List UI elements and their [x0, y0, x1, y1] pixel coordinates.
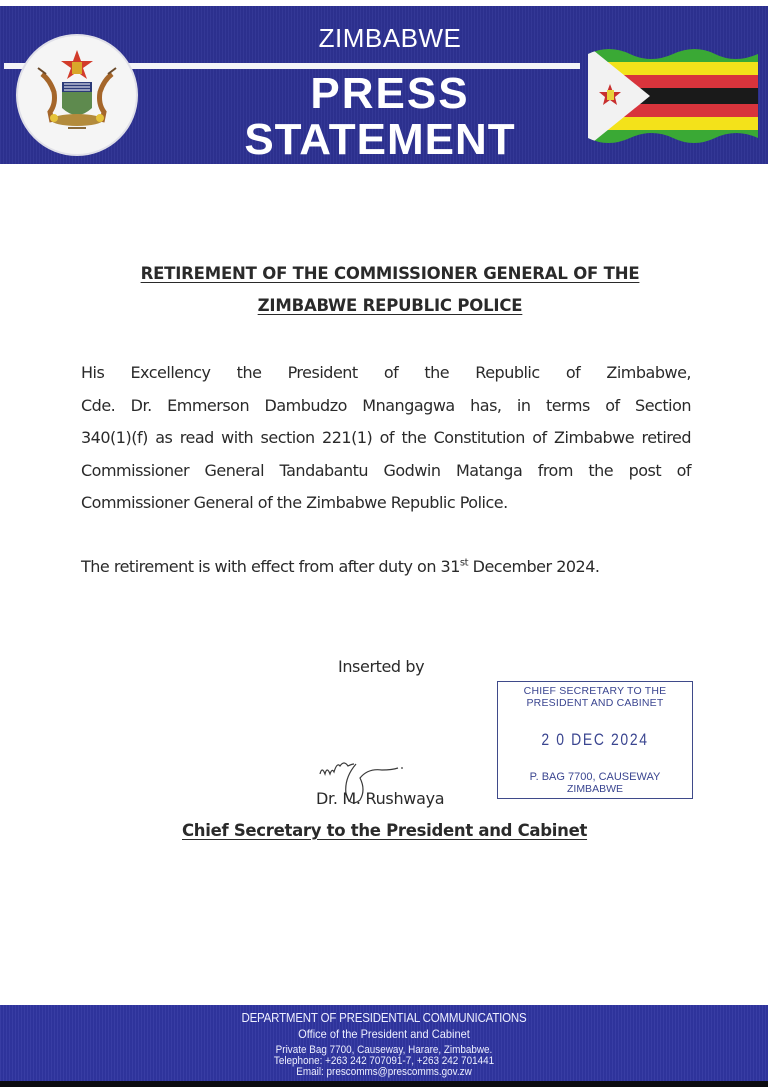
zimbabwe-flag-icon — [588, 46, 758, 146]
effect-date: December 2024. — [468, 557, 600, 576]
body-line: His Excellency the President of the Republic of Zimbabwe, — [81, 363, 691, 382]
signer-title: Chief Secretary to the President and Cabinet — [182, 821, 588, 840]
stamp-date: 2 0 DEC 2024 — [541, 730, 649, 749]
body-line: Commissioner General of the Zimbabwe Republic Police. — [81, 493, 508, 512]
official-date-stamp — [497, 681, 693, 799]
body-line: Cde. Dr. Emmerson Dambudzo Mnangagwa has, in terms of Section — [81, 395, 691, 415]
coat-of-arms-icon — [16, 34, 138, 156]
footer-address: Private Bag 7700, Causeway, Harare, Zimbabwe. — [275, 1044, 493, 1056]
statement-title-line-1: RETIREMENT OF THE COMMISSIONER GENERAL OF THE — [140, 264, 640, 283]
effect-text: The retirement is with effect from after duty on 31 — [81, 557, 460, 576]
footer-office: Office of the President and Cabinet — [298, 1027, 470, 1041]
body-paragraph-1 — [81, 357, 691, 520]
ordinal-suffix: st — [459, 557, 469, 569]
footer-email: Email: prescomms@prescomms.gov.zw — [296, 1066, 472, 1078]
footer-bottom-edge — [0, 1081, 768, 1087]
body-line: Commissioner General Tandabantu Godwin Matanga from the post of — [81, 460, 691, 480]
signer-name: Dr. M. Rushwaya — [316, 789, 445, 808]
letterhead-footer — [0, 1005, 768, 1081]
statement-title-line-2: ZIMBABWE REPUBLIC POLICE — [257, 296, 523, 315]
stamp-line-2: PRESIDENT AND CABINET — [526, 697, 664, 709]
banner-country: ZIMBABWE — [318, 23, 462, 53]
banner-press: PRESS — [310, 69, 470, 118]
press-statement-banner — [0, 6, 768, 164]
inserted-by-label: Inserted by — [338, 657, 425, 676]
footer-department: DEPARTMENT OF PRESIDENTIAL COMMUNICATIONS — [241, 1011, 527, 1025]
stamp-line-4: ZIMBABWE — [566, 783, 623, 795]
banner-statement: STATEMENT — [244, 115, 516, 164]
footer-telephone: Telephone: +263 242 707091-7, +263 242 701441 — [273, 1055, 495, 1067]
body-line: 340(1)(f) as read with section 221(1) of the Constitution of Zimbabwe retired — [81, 428, 691, 447]
stamp-line-3: P. BAG 7700, CAUSEWAY — [529, 771, 661, 783]
stamp-line-1: CHIEF SECRETARY TO THE — [523, 685, 667, 697]
body-paragraph-2 — [81, 557, 600, 576]
